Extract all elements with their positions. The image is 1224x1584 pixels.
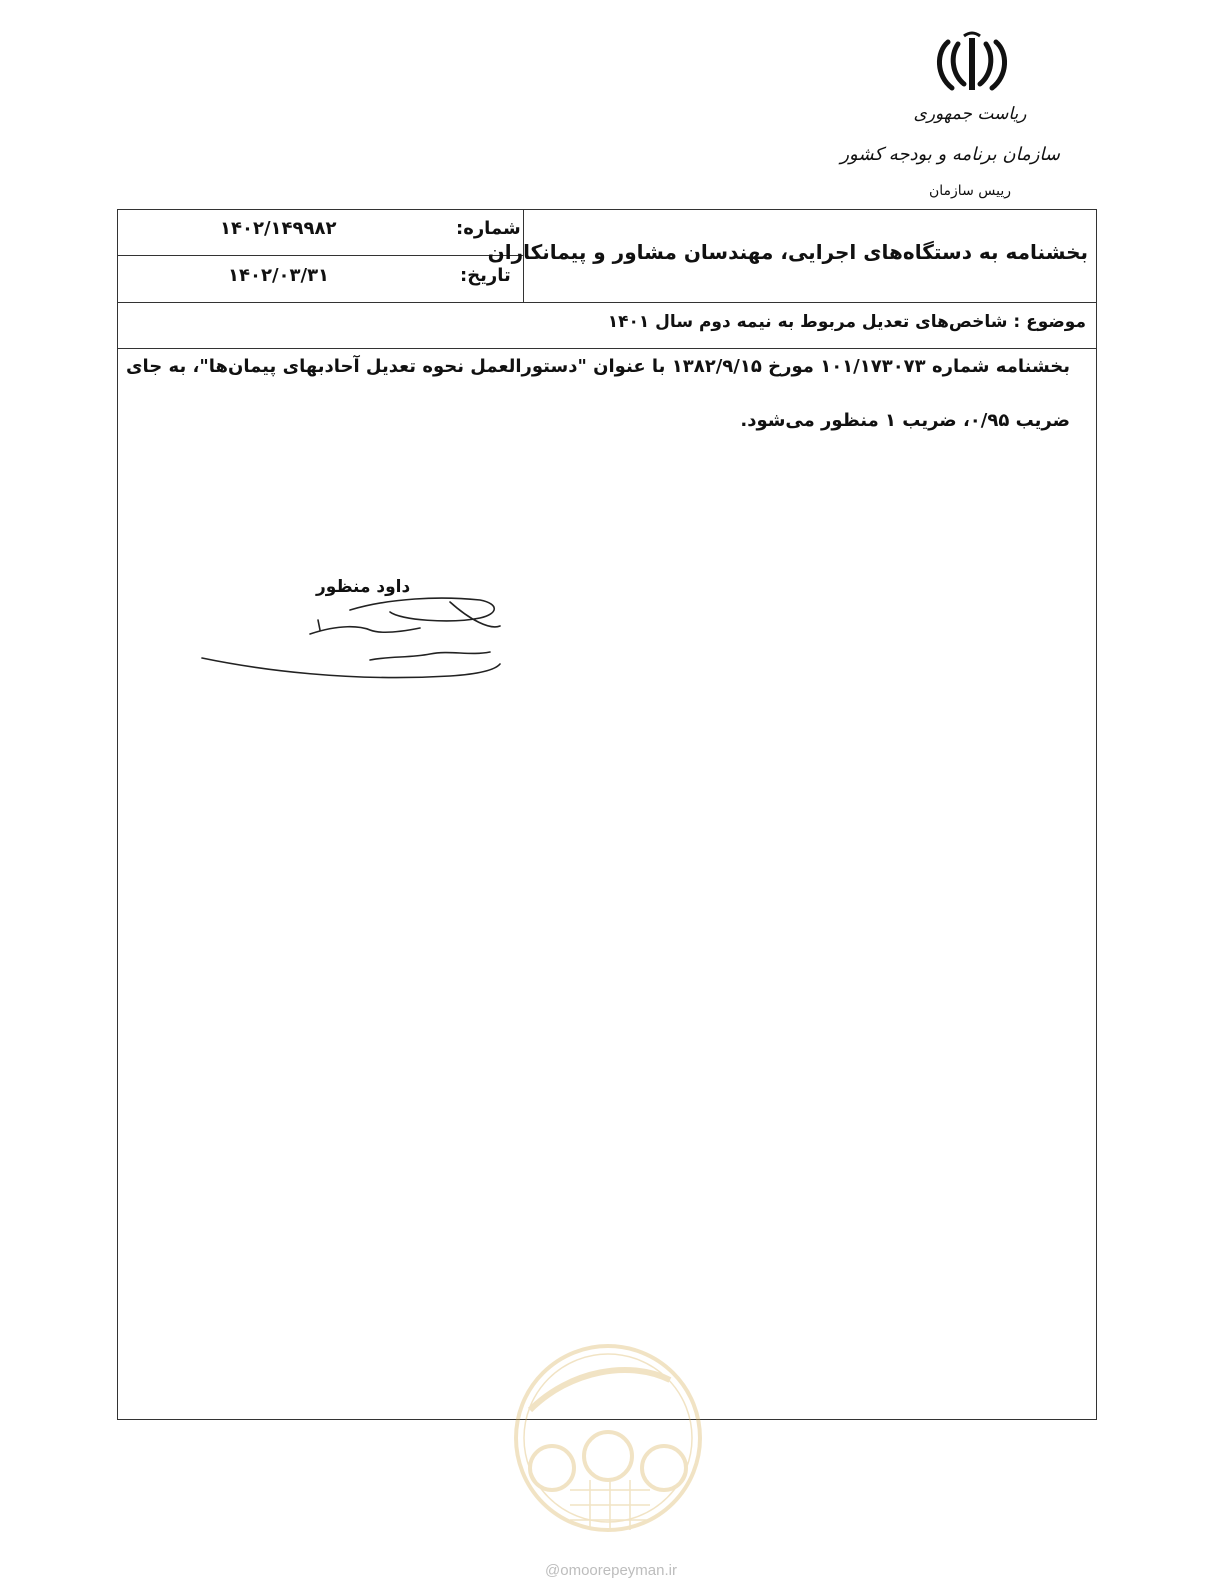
watermark-logo-icon: [510, 1340, 706, 1536]
number-date-divider: [117, 255, 523, 256]
number-value: ۱۴۰۲/۱۴۹۹۸۲: [220, 218, 337, 239]
iran-emblem-icon: [930, 30, 1014, 96]
header-bottom-divider: [117, 302, 1097, 303]
presidency-title: ریاست جمهوری: [913, 104, 1027, 124]
organization-title: سازمان برنامه و بودجه کشور: [840, 144, 1060, 165]
recipient-line: بخشنامه به دستگاه‌های اجرایی، مهندسان مشاور و پیمانکاران: [487, 240, 1088, 264]
letter-body: بخشنامه شماره ۱۰۱/۱۷۳۰۷۳ مورخ ۱۳۸۲/۹/۱۵ با عنوان "دستورالعمل نحوه تعدیل آحادبهای پیمان‌ها"، به جای ضریب ۰/۹۵، ضریب ۱ منظور می‌شود.: [126, 356, 1070, 431]
role-title: رییس سازمان: [929, 183, 1011, 199]
date-label: تاریخ:: [460, 265, 511, 286]
signer-name: داود منظور: [316, 577, 411, 597]
date-value: ۱۴۰۲/۰۳/۳۱: [228, 265, 330, 286]
number-label: شماره:: [456, 218, 521, 239]
subject-line: موضوع : شاخص‌های تعدیل مربوط به نیمه دوم سال ۱۴۰۱: [607, 312, 1086, 332]
signature-image: [200, 590, 510, 690]
website-watermark: @omoorepeyman.ir: [545, 1562, 677, 1579]
